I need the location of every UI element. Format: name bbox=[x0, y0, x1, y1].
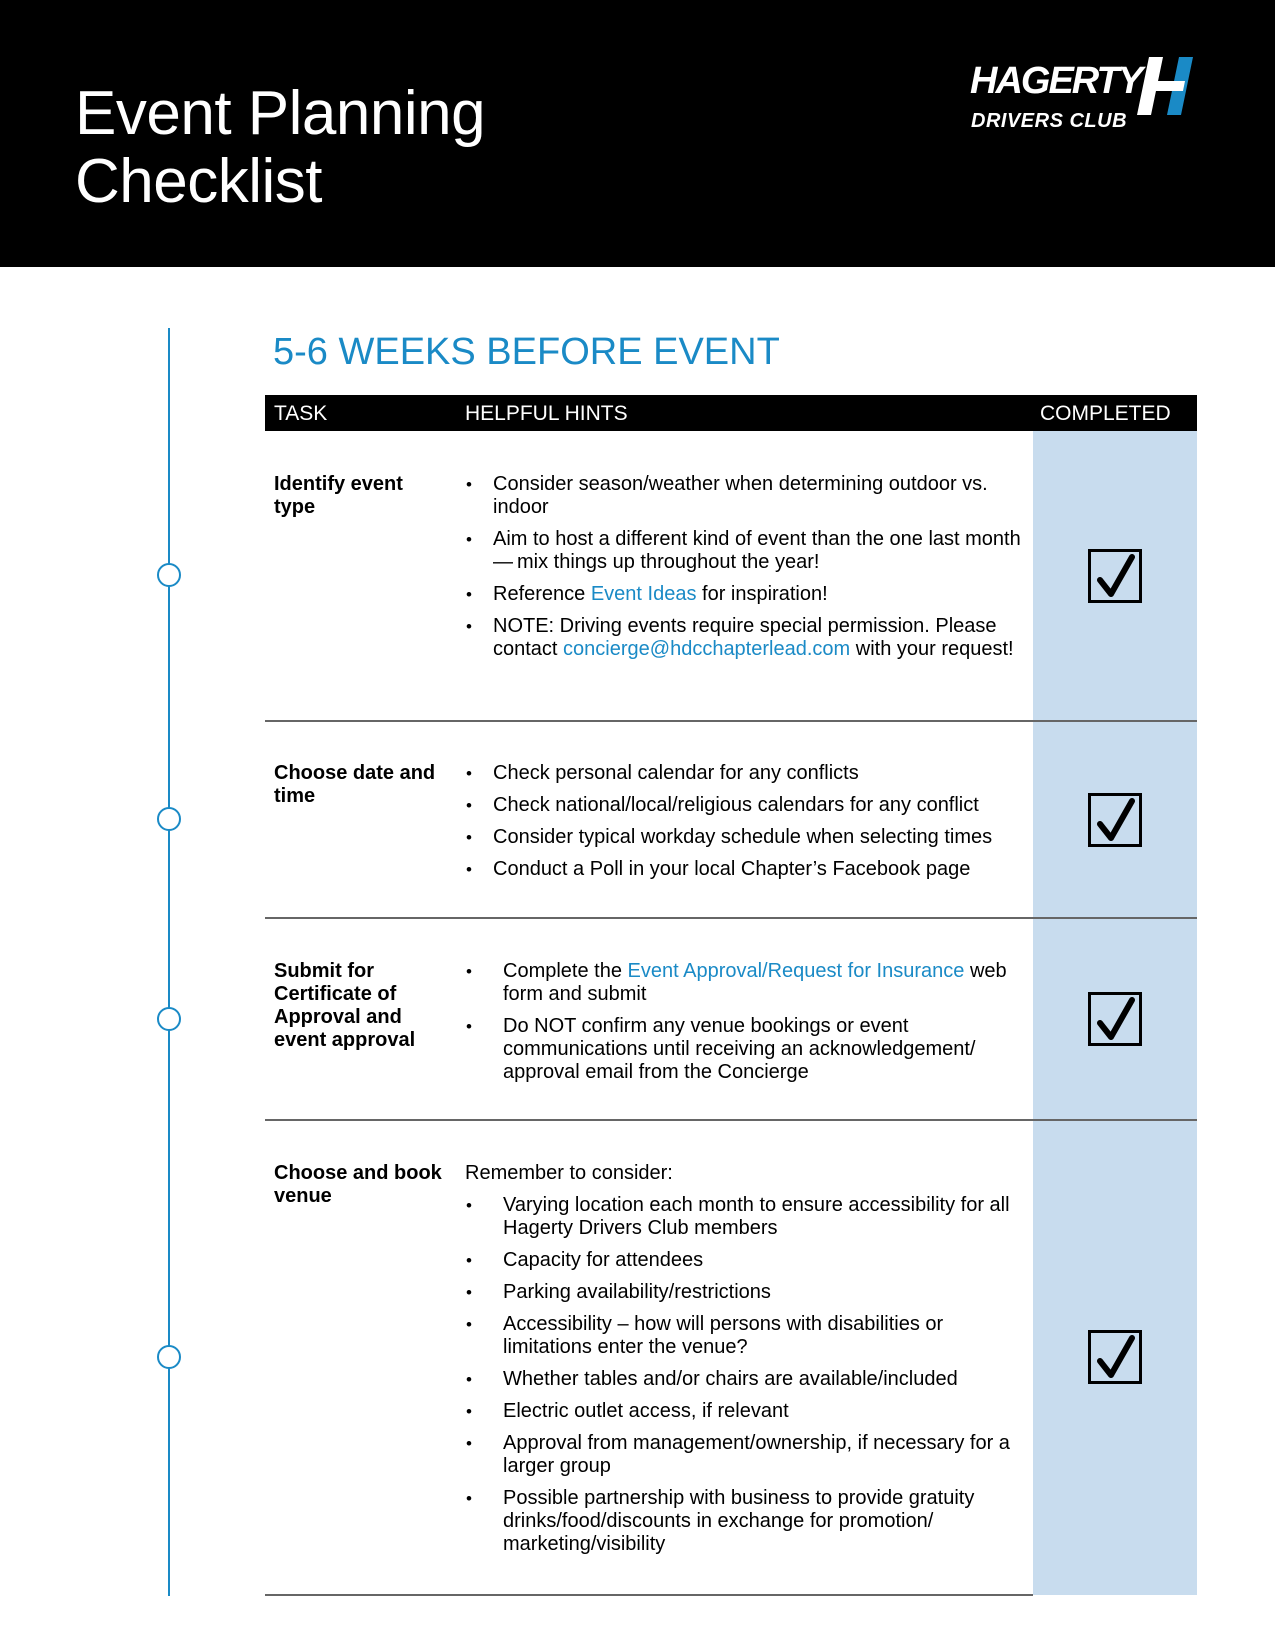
hint-text: for inspiration! bbox=[696, 583, 828, 605]
task-label: Submit for Certificate of Approval and event approval bbox=[274, 960, 416, 1051]
logo-wordmark: HAGERTY bbox=[970, 60, 1142, 102]
concierge-email-link[interactable]: concierge@hdcchapterlead.com bbox=[563, 638, 851, 660]
hint-text: Complete the bbox=[503, 960, 628, 982]
hint-item bbox=[465, 960, 1025, 1006]
hint-text: web form and submit bbox=[503, 960, 1007, 1005]
task-label: Identify event type bbox=[274, 473, 403, 518]
timeline-node bbox=[157, 807, 181, 831]
task-label: Choose and book venue bbox=[274, 1162, 442, 1207]
hint-text: NOTE: Driving events require special permission. Please contact bbox=[493, 615, 997, 660]
hint-lead: Remember to consider: bbox=[465, 1162, 673, 1184]
completed-checkbox[interactable] bbox=[1088, 992, 1142, 1046]
hint-text: Reference bbox=[493, 583, 591, 605]
row-divider bbox=[265, 917, 1197, 919]
hint-item: • Varying location each month to ensure accessibility for all Hagerty Drivers Club members bbox=[465, 1194, 1025, 1240]
hint-item: • Parking availability/restrictions bbox=[465, 1281, 1025, 1304]
hint-item: • Conduct a Poll in your local Chapter’s Facebook page bbox=[465, 858, 1025, 881]
hint-item: • Approval from management/ownership, if necessary for a larger group bbox=[465, 1432, 1025, 1478]
event-approval-link[interactable]: Event Approval/Request for Insurance bbox=[627, 960, 965, 982]
hint-item bbox=[465, 583, 1025, 606]
timeline-node bbox=[157, 1345, 181, 1369]
checkmark-icon bbox=[1094, 997, 1138, 1043]
checkmark-icon bbox=[1094, 554, 1138, 600]
header-hints: HELPFUL HINTS bbox=[465, 402, 628, 425]
hagerty-h-icon bbox=[1135, 57, 1201, 115]
hint-list bbox=[465, 1194, 1025, 1565]
completed-checkbox[interactable] bbox=[1088, 549, 1142, 603]
hint-item: • Check personal calendar for any conflicts bbox=[465, 762, 1025, 785]
hint-text: with your request! bbox=[850, 638, 1014, 660]
checkmark-icon bbox=[1094, 798, 1138, 844]
completed-checkbox[interactable] bbox=[1088, 793, 1142, 847]
timeline-line bbox=[168, 328, 170, 1596]
page-header bbox=[0, 0, 1275, 267]
title-line-2: Checklist bbox=[75, 147, 323, 216]
timeline-node bbox=[157, 563, 181, 587]
hint-list bbox=[465, 960, 1025, 1093]
hint-item: • Whether tables and/or chairs are available/included bbox=[465, 1368, 1025, 1391]
hint-item: • Do NOT confirm any venue bookings or event communications until receiving an acknowledgement/ approval email from the Concierge bbox=[465, 1015, 1025, 1084]
hint-item: • Check national/local/religious calendars for any conflict bbox=[465, 794, 1025, 817]
task-label: Choose date and time bbox=[274, 762, 436, 807]
hint-item: • Aim to host a different kind of event than the one last month — mix things up throughout the year! bbox=[465, 528, 1025, 574]
hint-item: • Accessibility – how will persons with disabilities or limitations enter the venue? bbox=[465, 1313, 1025, 1359]
hint-item: • Capacity for attendees bbox=[465, 1249, 1025, 1272]
hint-item: • Possible partnership with business to provide gratuity drinks/food/discounts in exchange for promotion/ marketing/visibility bbox=[465, 1487, 1025, 1556]
row-divider bbox=[265, 1594, 1033, 1596]
page-title bbox=[75, 80, 485, 216]
hagerty-logo bbox=[965, 55, 1215, 145]
logo-subtitle: DRIVERS CLUB bbox=[971, 110, 1128, 132]
header-completed: COMPLETED bbox=[1040, 402, 1171, 425]
hint-list bbox=[465, 473, 1025, 670]
row-divider bbox=[265, 720, 1197, 722]
hint-item bbox=[465, 615, 1025, 661]
checkmark-icon bbox=[1094, 1335, 1138, 1381]
completed-checkbox[interactable] bbox=[1088, 1330, 1142, 1384]
event-ideas-link[interactable]: Event Ideas bbox=[590, 583, 697, 605]
hint-item: • Consider season/weather when determining outdoor vs. indoor bbox=[465, 473, 1025, 519]
hint-list bbox=[465, 762, 1025, 890]
hint-item: • Electric outlet access, if relevant bbox=[465, 1400, 1025, 1423]
hint-item: • Consider typical workday schedule when selecting times bbox=[465, 826, 1025, 849]
section-title: 5-6 WEEKS BEFORE EVENT bbox=[273, 331, 780, 373]
table-header bbox=[265, 395, 1197, 431]
title-line-1: Event Planning bbox=[75, 79, 486, 148]
timeline-node bbox=[157, 1007, 181, 1031]
header-task: TASK bbox=[274, 402, 328, 425]
row-divider bbox=[265, 1119, 1197, 1121]
